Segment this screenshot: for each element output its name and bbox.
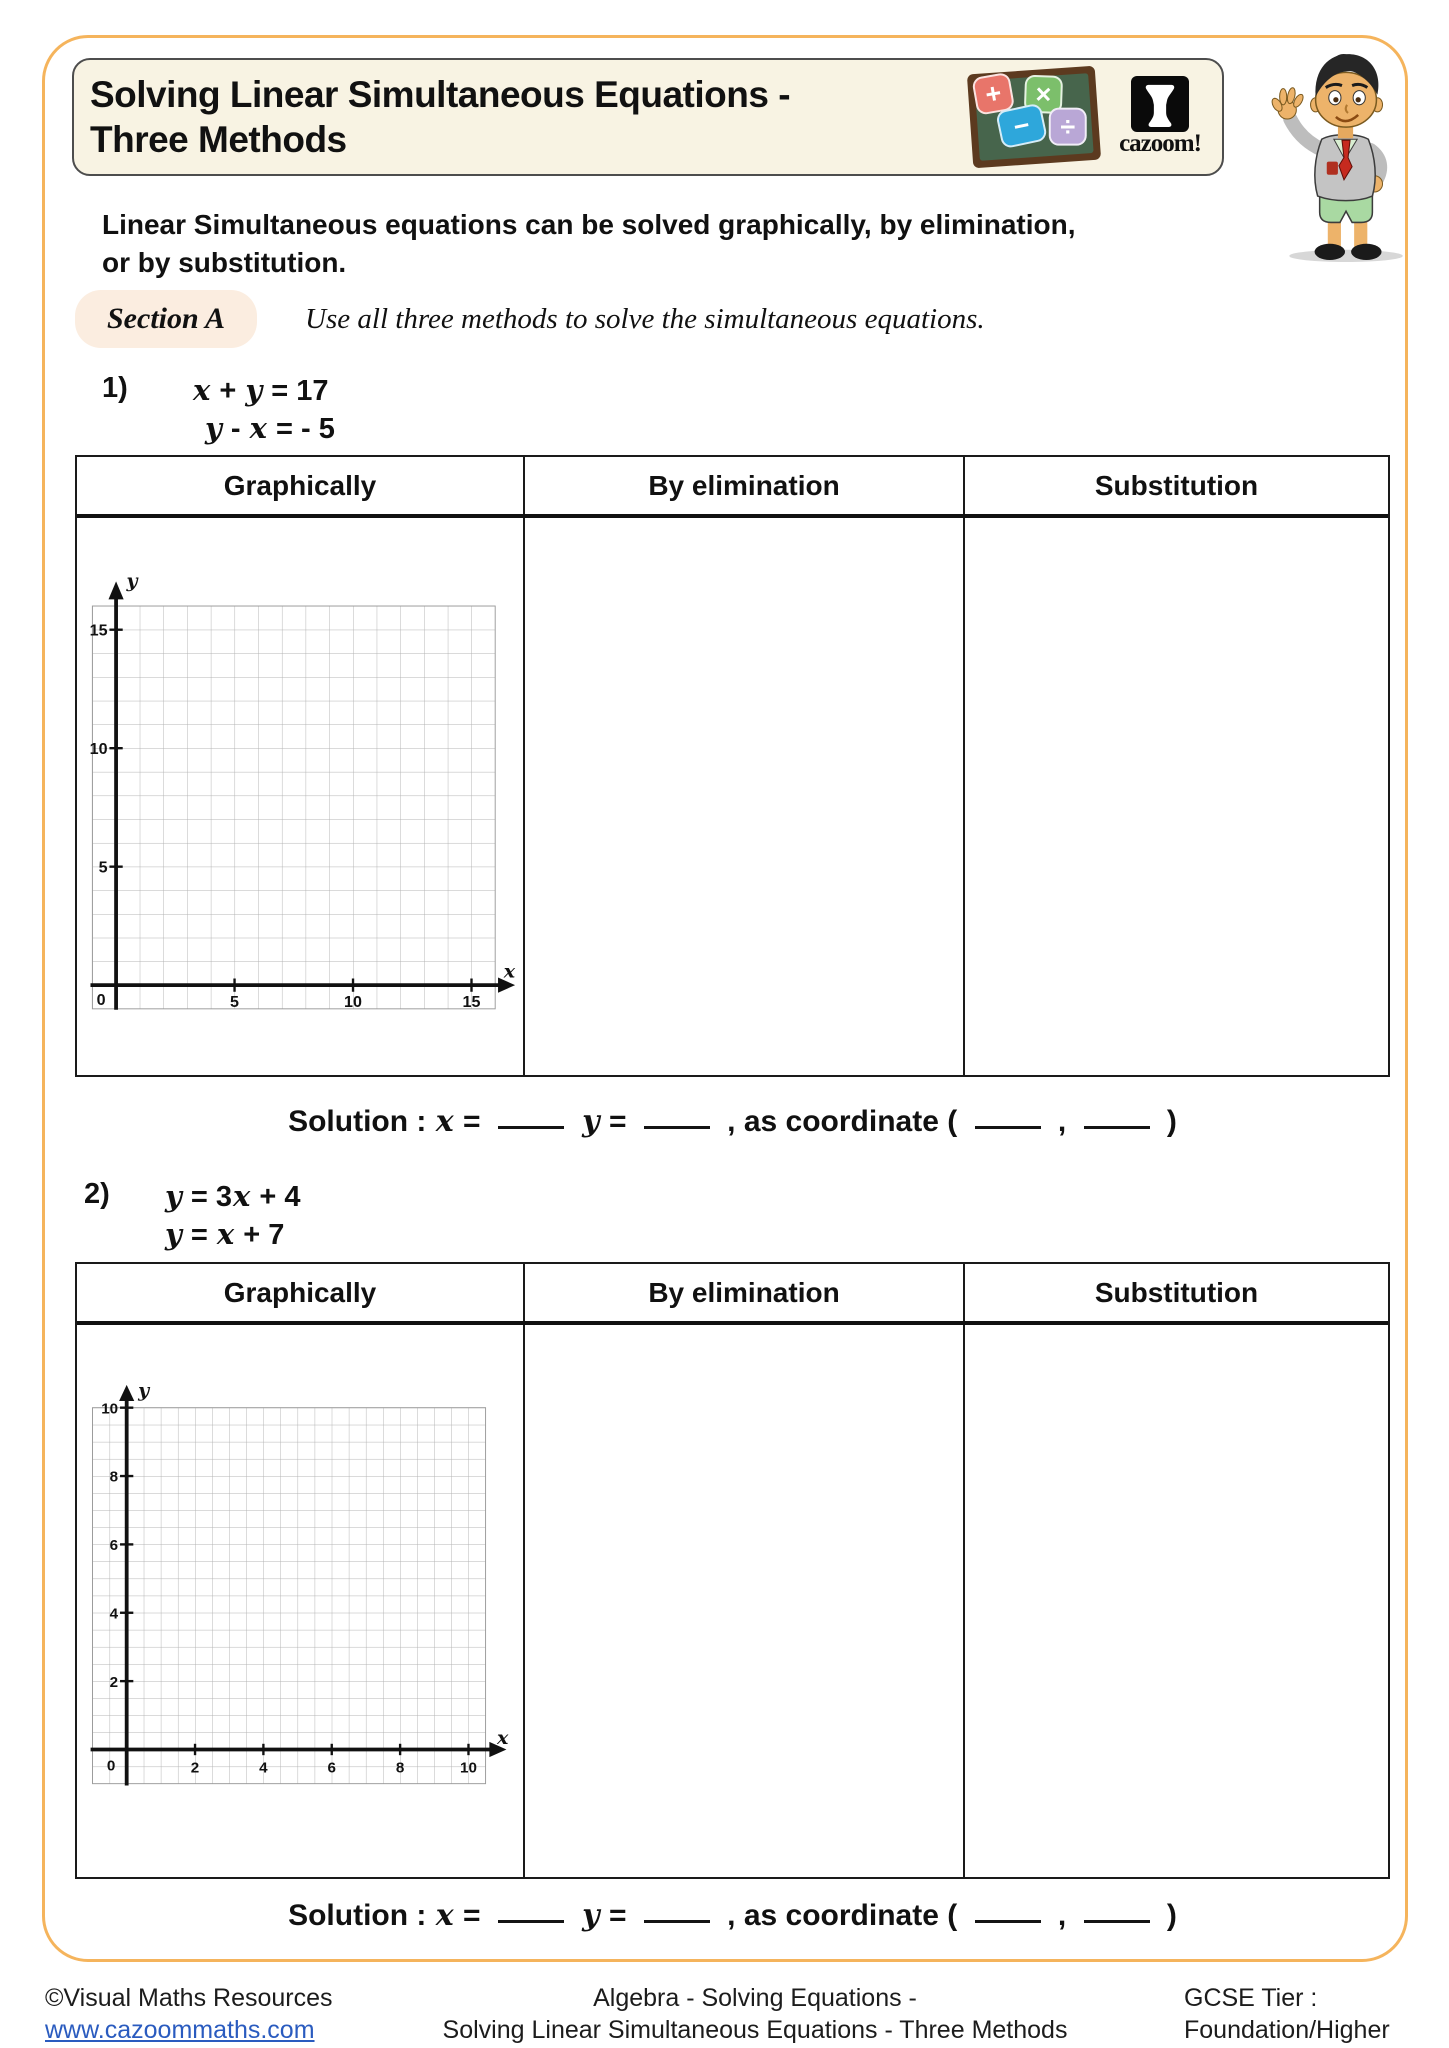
g2-ytick-6: 6 (109, 1537, 119, 1555)
mascot-boy (1262, 46, 1426, 264)
page-title-line1: Solving Linear Simultaneous Equations - (90, 74, 791, 115)
footer-right (1184, 1982, 1390, 2046)
table-2-header-row (77, 1264, 1388, 1325)
graph-2 (83, 1383, 515, 1806)
problem-1-equations (192, 372, 335, 448)
equation-text (573, 1105, 581, 1138)
equation-text: , (1049, 1105, 1075, 1138)
g2-xtick-2: 2 (190, 1759, 200, 1777)
g1-ytick-10: 10 (89, 739, 108, 758)
blank-field (1084, 1122, 1150, 1129)
table-1-elimination-cell (523, 518, 963, 1075)
table-2-graphically-cell (77, 1325, 523, 1877)
section-instruction: Use all three methods to solve the simultaneous equations. (305, 302, 985, 335)
equation-text: , as coordinate ( (718, 1105, 966, 1138)
footer-worksheet-name: Solving Linear Simultaneous Equations - Three Methods (442, 2016, 1068, 2044)
blank-field (498, 1122, 564, 1129)
footer-copyright: ©Visual Maths Resources (45, 1984, 333, 2012)
plus-tile-icon: + (971, 72, 1015, 116)
g2-xlabel: x (496, 1726, 509, 1749)
g2-ytick-10: 10 (101, 1400, 119, 1418)
g2-origin: 0 (106, 1757, 116, 1775)
g2-ytick-8: 8 (109, 1468, 119, 1486)
chalkboard-icon (967, 66, 1101, 169)
blank-field (1084, 1916, 1150, 1923)
blank-field (644, 1122, 710, 1129)
footer-center (330, 1982, 1180, 2046)
methods-table-1 (75, 455, 1390, 1077)
table-1-header-row (77, 457, 1388, 518)
table-1-substitution-cell (963, 518, 1388, 1075)
equation-text: ) (1158, 1105, 1177, 1138)
table-2-substitution-cell (963, 1325, 1388, 1877)
g2-xtick-4: 4 (259, 1759, 268, 1777)
math-variable: x (216, 1217, 235, 1251)
g2-ytick-4: 4 (109, 1605, 119, 1623)
math-variable: y (582, 1104, 600, 1139)
equation-text: = (454, 1899, 489, 1932)
g1-ylabel: y (126, 570, 138, 593)
cazoom-logo (1108, 76, 1212, 158)
equation-text: + (211, 375, 245, 407)
equation-text: , as coordinate ( (718, 1899, 966, 1932)
page-title (90, 72, 960, 162)
table-1-body-row (77, 518, 1388, 1075)
equation-text: = (600, 1899, 635, 1932)
equation-text: , (1049, 1899, 1075, 1932)
g2-xtick-8: 8 (395, 1759, 405, 1777)
brand-name: cazoom! (1119, 130, 1201, 157)
times-tile-icon: × (1024, 75, 1063, 114)
solution-line-1 (75, 1104, 1390, 1139)
methods-table-2 (75, 1262, 1390, 1879)
g2-xtick-10: 10 (460, 1759, 477, 1777)
table-1-graphically-cell (77, 518, 523, 1075)
g1-ytick-15: 15 (89, 621, 108, 640)
equation-text: Solution : (288, 1105, 435, 1138)
math-variable: y (582, 1898, 600, 1933)
equation-text: = - 5 (267, 413, 335, 445)
graph-1 (81, 570, 517, 1015)
footer-left (45, 1982, 333, 2046)
section-header (75, 290, 985, 348)
page-title-line2: Three Methods (90, 119, 347, 160)
math-variable: y (165, 1217, 182, 1251)
g1-xlabel: x (503, 960, 516, 983)
problem-1-equation-1 (192, 372, 335, 410)
table-2-elimination-cell (523, 1325, 963, 1877)
table-2-body-row (77, 1325, 1388, 1877)
equation-text: = (600, 1105, 635, 1138)
problem-2-equation-2 (164, 1216, 301, 1254)
blank-field (975, 1916, 1041, 1923)
math-variable: y (205, 411, 222, 445)
blank-field (644, 1916, 710, 1923)
footer-topic: Algebra - Solving Equations - (593, 1984, 917, 2012)
math-variable: x (233, 1179, 251, 1213)
footer-website-link[interactable]: www.cazoommaths.com (45, 2016, 315, 2044)
blank-field (975, 1122, 1041, 1129)
g1-xtick-15: 15 (462, 992, 481, 1011)
g1-origin: 0 (96, 991, 106, 1010)
equation-text: = (454, 1105, 489, 1138)
equation-text: - (222, 413, 249, 445)
footer-tier-label: GCSE Tier : (1184, 1984, 1318, 2012)
table-1-header-substitution: Substitution (963, 457, 1388, 514)
intro-line1: Linear Simultaneous equations can be solved graphically, by elimination, (102, 209, 1076, 240)
table-1-header-elimination: By elimination (523, 457, 963, 514)
equation-text: + 4 (251, 1181, 301, 1213)
table-2-header-substitution: Substitution (963, 1264, 1388, 1321)
table-2-header-graphically: Graphically (223, 1277, 377, 1308)
math-variable: y (165, 1179, 182, 1213)
section-badge: Section A (75, 290, 257, 348)
footer-tier-value: Foundation/Higher (1184, 2016, 1390, 2044)
math-variable: x (435, 1104, 454, 1139)
math-variable: y (245, 373, 263, 407)
math-variable: x (249, 411, 267, 445)
table-2-header-elimination: By elimination (523, 1264, 963, 1321)
equation-text: Solution : (288, 1899, 435, 1932)
intro-text (102, 206, 1076, 282)
problem-2-number: 2) (84, 1178, 110, 1210)
blank-field (498, 1916, 564, 1923)
g1-xtick-10: 10 (344, 992, 362, 1011)
equation-text: = 17 (263, 375, 329, 407)
drum-icon (1131, 76, 1189, 132)
title-box (72, 58, 1224, 176)
problem-2-equations (164, 1178, 301, 1254)
problem-1-equation-2 (204, 410, 335, 448)
g1-xtick-5: 5 (230, 992, 240, 1011)
equation-text: = 3 (182, 1181, 233, 1213)
solution-line-2 (75, 1898, 1390, 1933)
g2-ytick-2: 2 (109, 1673, 119, 1691)
equation-text: = (182, 1219, 216, 1251)
math-variable: x (193, 373, 211, 407)
table-1-header-graphically: Graphically (223, 470, 377, 501)
intro-line2: or by substitution. (102, 247, 347, 278)
drum-glyph (1137, 81, 1183, 127)
problem-1-number: 1) (102, 372, 128, 404)
problem-2-equation-1 (164, 1178, 301, 1216)
divide-tile-icon: ÷ (1049, 108, 1087, 146)
equation-text (573, 1899, 581, 1932)
equation-text: + 7 (235, 1219, 285, 1251)
g2-ylabel: y (138, 1383, 150, 1402)
g2-xtick-6: 6 (327, 1759, 336, 1777)
equation-text: ) (1158, 1899, 1177, 1932)
minus-tile-icon: − (995, 103, 1048, 150)
g1-ytick-5: 5 (98, 858, 108, 877)
math-variable: x (435, 1898, 454, 1933)
